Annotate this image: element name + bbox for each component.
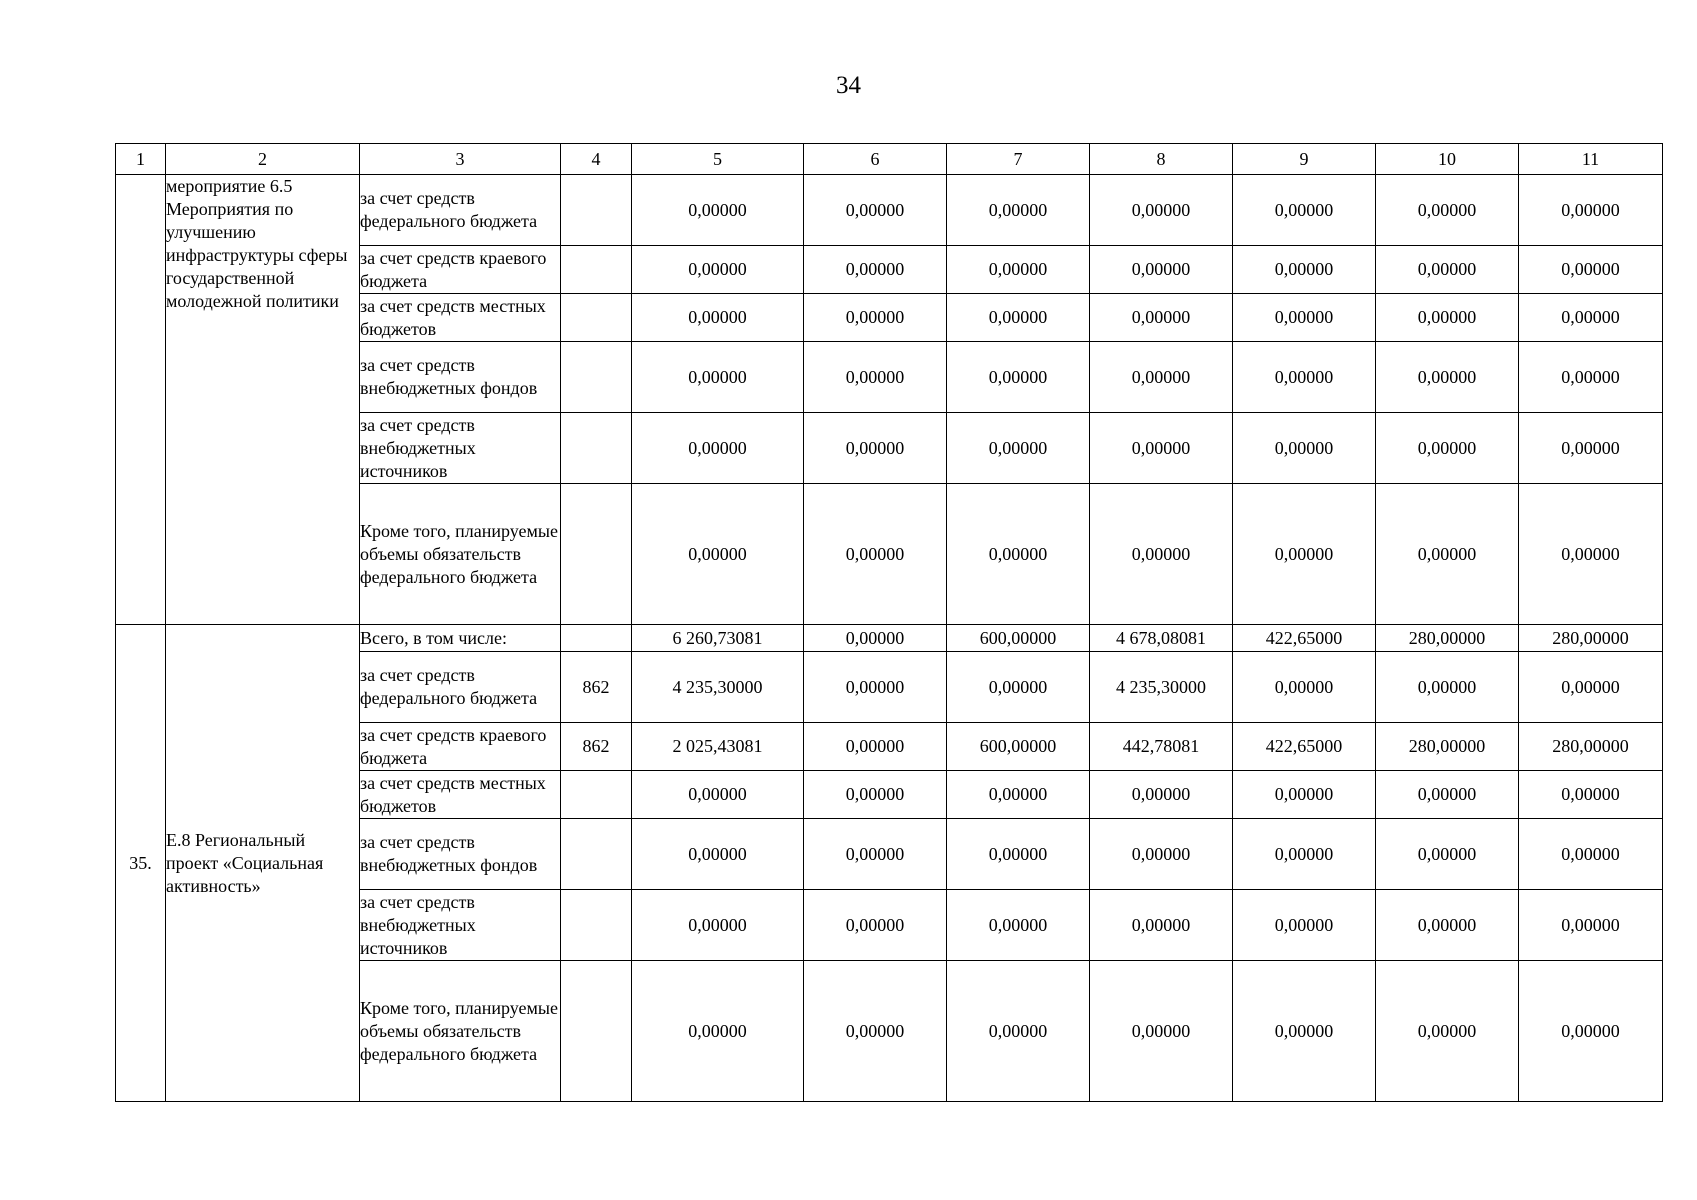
value-cell: 280,00000 (1519, 625, 1663, 652)
value-cell: 0,00000 (1519, 413, 1663, 484)
value-cell: 0,00000 (1090, 890, 1233, 961)
value-cell: 280,00000 (1376, 625, 1519, 652)
value-cell: 0,00000 (632, 246, 804, 294)
value-cell: 0,00000 (804, 175, 947, 246)
funding-source: за счет средств внебюджетных источников (360, 413, 561, 484)
value-cell: 0,00000 (804, 890, 947, 961)
value-cell: 4 678,08081 (1090, 625, 1233, 652)
column-number-row (116, 144, 1663, 175)
value-cell: 0,00000 (804, 246, 947, 294)
value-cell: 0,00000 (1519, 819, 1663, 890)
value-cell: 0,00000 (1519, 484, 1663, 625)
value-cell: 0,00000 (1376, 890, 1519, 961)
budget-code: 862 (561, 652, 632, 723)
value-cell: 0,00000 (804, 723, 947, 771)
value-cell: 0,00000 (1233, 890, 1376, 961)
budget-code (561, 625, 632, 652)
value-cell: 4 235,30000 (1090, 652, 1233, 723)
value-cell: 0,00000 (1376, 961, 1519, 1102)
funding-source: Всего, в том числе: (360, 625, 561, 652)
value-cell: 0,00000 (1233, 175, 1376, 246)
budget-code (561, 413, 632, 484)
funding-source: за счет средств местных бюджетов (360, 771, 561, 819)
table-row (116, 175, 1663, 246)
value-cell: 0,00000 (1376, 652, 1519, 723)
budget-code: 862 (561, 723, 632, 771)
table-row (116, 625, 1663, 652)
budget-code (561, 771, 632, 819)
row-number (116, 175, 166, 625)
value-cell: 0,00000 (1090, 342, 1233, 413)
budget-code (561, 484, 632, 625)
funding-source: за счет средств внебюджетных фондов (360, 819, 561, 890)
value-cell: 0,00000 (632, 342, 804, 413)
value-cell: 0,00000 (1233, 771, 1376, 819)
value-cell: 4 235,30000 (632, 652, 804, 723)
value-cell: 0,00000 (1233, 246, 1376, 294)
value-cell: 0,00000 (1090, 484, 1233, 625)
value-cell: 0,00000 (1519, 175, 1663, 246)
value-cell: 0,00000 (947, 771, 1090, 819)
funding-source: за счет средств краевого бюджета (360, 246, 561, 294)
value-cell: 0,00000 (1233, 961, 1376, 1102)
value-cell: 0,00000 (632, 961, 804, 1102)
value-cell: 0,00000 (1376, 771, 1519, 819)
value-cell: 0,00000 (632, 413, 804, 484)
value-cell: 0,00000 (1233, 652, 1376, 723)
value-cell: 0,00000 (947, 294, 1090, 342)
value-cell: 422,65000 (1233, 723, 1376, 771)
value-cell: 0,00000 (1519, 652, 1663, 723)
value-cell: 0,00000 (804, 819, 947, 890)
activity-name: мероприятие 6.5 Мероприятия по улучшению инфраструктуры сферы государственной молодежной политики (166, 175, 360, 625)
budget-code (561, 342, 632, 413)
value-cell: 0,00000 (804, 652, 947, 723)
funding-source: за счет средств внебюджетных фондов (360, 342, 561, 413)
value-cell: 0,00000 (1519, 246, 1663, 294)
value-cell: 0,00000 (1090, 294, 1233, 342)
value-cell: 0,00000 (947, 961, 1090, 1102)
value-cell: 0,00000 (1233, 342, 1376, 413)
value-cell: 0,00000 (804, 413, 947, 484)
value-cell: 0,00000 (1376, 294, 1519, 342)
column-header: 9 (1233, 144, 1376, 175)
value-cell: 0,00000 (804, 484, 947, 625)
value-cell: 0,00000 (632, 484, 804, 625)
value-cell: 0,00000 (1376, 413, 1519, 484)
value-cell: 0,00000 (1090, 771, 1233, 819)
page-number: 34 (836, 72, 861, 99)
budget-code (561, 890, 632, 961)
budget-code (561, 961, 632, 1102)
column-header: 7 (947, 144, 1090, 175)
row-number: 35. (116, 625, 166, 1102)
value-cell: 0,00000 (632, 175, 804, 246)
budget-table (115, 143, 1663, 1102)
value-cell: 0,00000 (804, 771, 947, 819)
value-cell: 0,00000 (947, 819, 1090, 890)
value-cell: 0,00000 (1090, 413, 1233, 484)
value-cell: 0,00000 (1233, 413, 1376, 484)
value-cell: 0,00000 (1376, 484, 1519, 625)
value-cell: 0,00000 (947, 246, 1090, 294)
column-header: 3 (360, 144, 561, 175)
value-cell: 0,00000 (1090, 246, 1233, 294)
value-cell: 0,00000 (1376, 819, 1519, 890)
funding-source: Кроме того, планируемые объемы обязательств федерального бюджета (360, 961, 561, 1102)
value-cell: 2 025,43081 (632, 723, 804, 771)
value-cell: 0,00000 (632, 890, 804, 961)
value-cell: 0,00000 (947, 342, 1090, 413)
budget-code (561, 246, 632, 294)
value-cell: 0,00000 (1376, 342, 1519, 413)
column-header: 8 (1090, 144, 1233, 175)
funding-source: за счет средств внебюджетных источников (360, 890, 561, 961)
value-cell: 422,65000 (1233, 625, 1376, 652)
value-cell: 0,00000 (804, 342, 947, 413)
column-header: 2 (166, 144, 360, 175)
column-header: 6 (804, 144, 947, 175)
value-cell: 280,00000 (1376, 723, 1519, 771)
value-cell: 0,00000 (632, 771, 804, 819)
value-cell: 442,78081 (1090, 723, 1233, 771)
funding-source: Кроме того, планируемые объемы обязательств федерального бюджета (360, 484, 561, 625)
value-cell: 0,00000 (804, 625, 947, 652)
value-cell: 0,00000 (1376, 175, 1519, 246)
funding-source: за счет средств федерального бюджета (360, 175, 561, 246)
value-cell: 6 260,73081 (632, 625, 804, 652)
value-cell: 0,00000 (1519, 294, 1663, 342)
value-cell: 0,00000 (1519, 890, 1663, 961)
budget-code (561, 294, 632, 342)
value-cell: 0,00000 (632, 819, 804, 890)
value-cell: 0,00000 (947, 652, 1090, 723)
value-cell: 0,00000 (1233, 294, 1376, 342)
value-cell: 0,00000 (1519, 961, 1663, 1102)
funding-source: за счет средств местных бюджетов (360, 294, 561, 342)
value-cell: 0,00000 (1090, 819, 1233, 890)
value-cell: 0,00000 (947, 175, 1090, 246)
value-cell: 0,00000 (1233, 484, 1376, 625)
value-cell: 0,00000 (804, 294, 947, 342)
value-cell: 0,00000 (632, 294, 804, 342)
column-header: 5 (632, 144, 804, 175)
value-cell: 0,00000 (1376, 246, 1519, 294)
value-cell: 0,00000 (1519, 771, 1663, 819)
value-cell: 280,00000 (1519, 723, 1663, 771)
budget-code (561, 819, 632, 890)
column-header: 11 (1519, 144, 1663, 175)
value-cell: 600,00000 (947, 723, 1090, 771)
value-cell: 0,00000 (1233, 819, 1376, 890)
funding-source: за счет средств краевого бюджета (360, 723, 561, 771)
column-header: 1 (116, 144, 166, 175)
activity-name: Е.8 Региональный проект «Социальная активность» (166, 625, 360, 1102)
value-cell: 0,00000 (947, 890, 1090, 961)
value-cell: 0,00000 (1090, 175, 1233, 246)
column-header: 10 (1376, 144, 1519, 175)
value-cell: 0,00000 (804, 961, 947, 1102)
value-cell: 600,00000 (947, 625, 1090, 652)
budget-code (561, 175, 632, 246)
value-cell: 0,00000 (1090, 961, 1233, 1102)
funding-source: за счет средств федерального бюджета (360, 652, 561, 723)
value-cell: 0,00000 (947, 484, 1090, 625)
column-header: 4 (561, 144, 632, 175)
value-cell: 0,00000 (1519, 342, 1663, 413)
value-cell: 0,00000 (947, 413, 1090, 484)
